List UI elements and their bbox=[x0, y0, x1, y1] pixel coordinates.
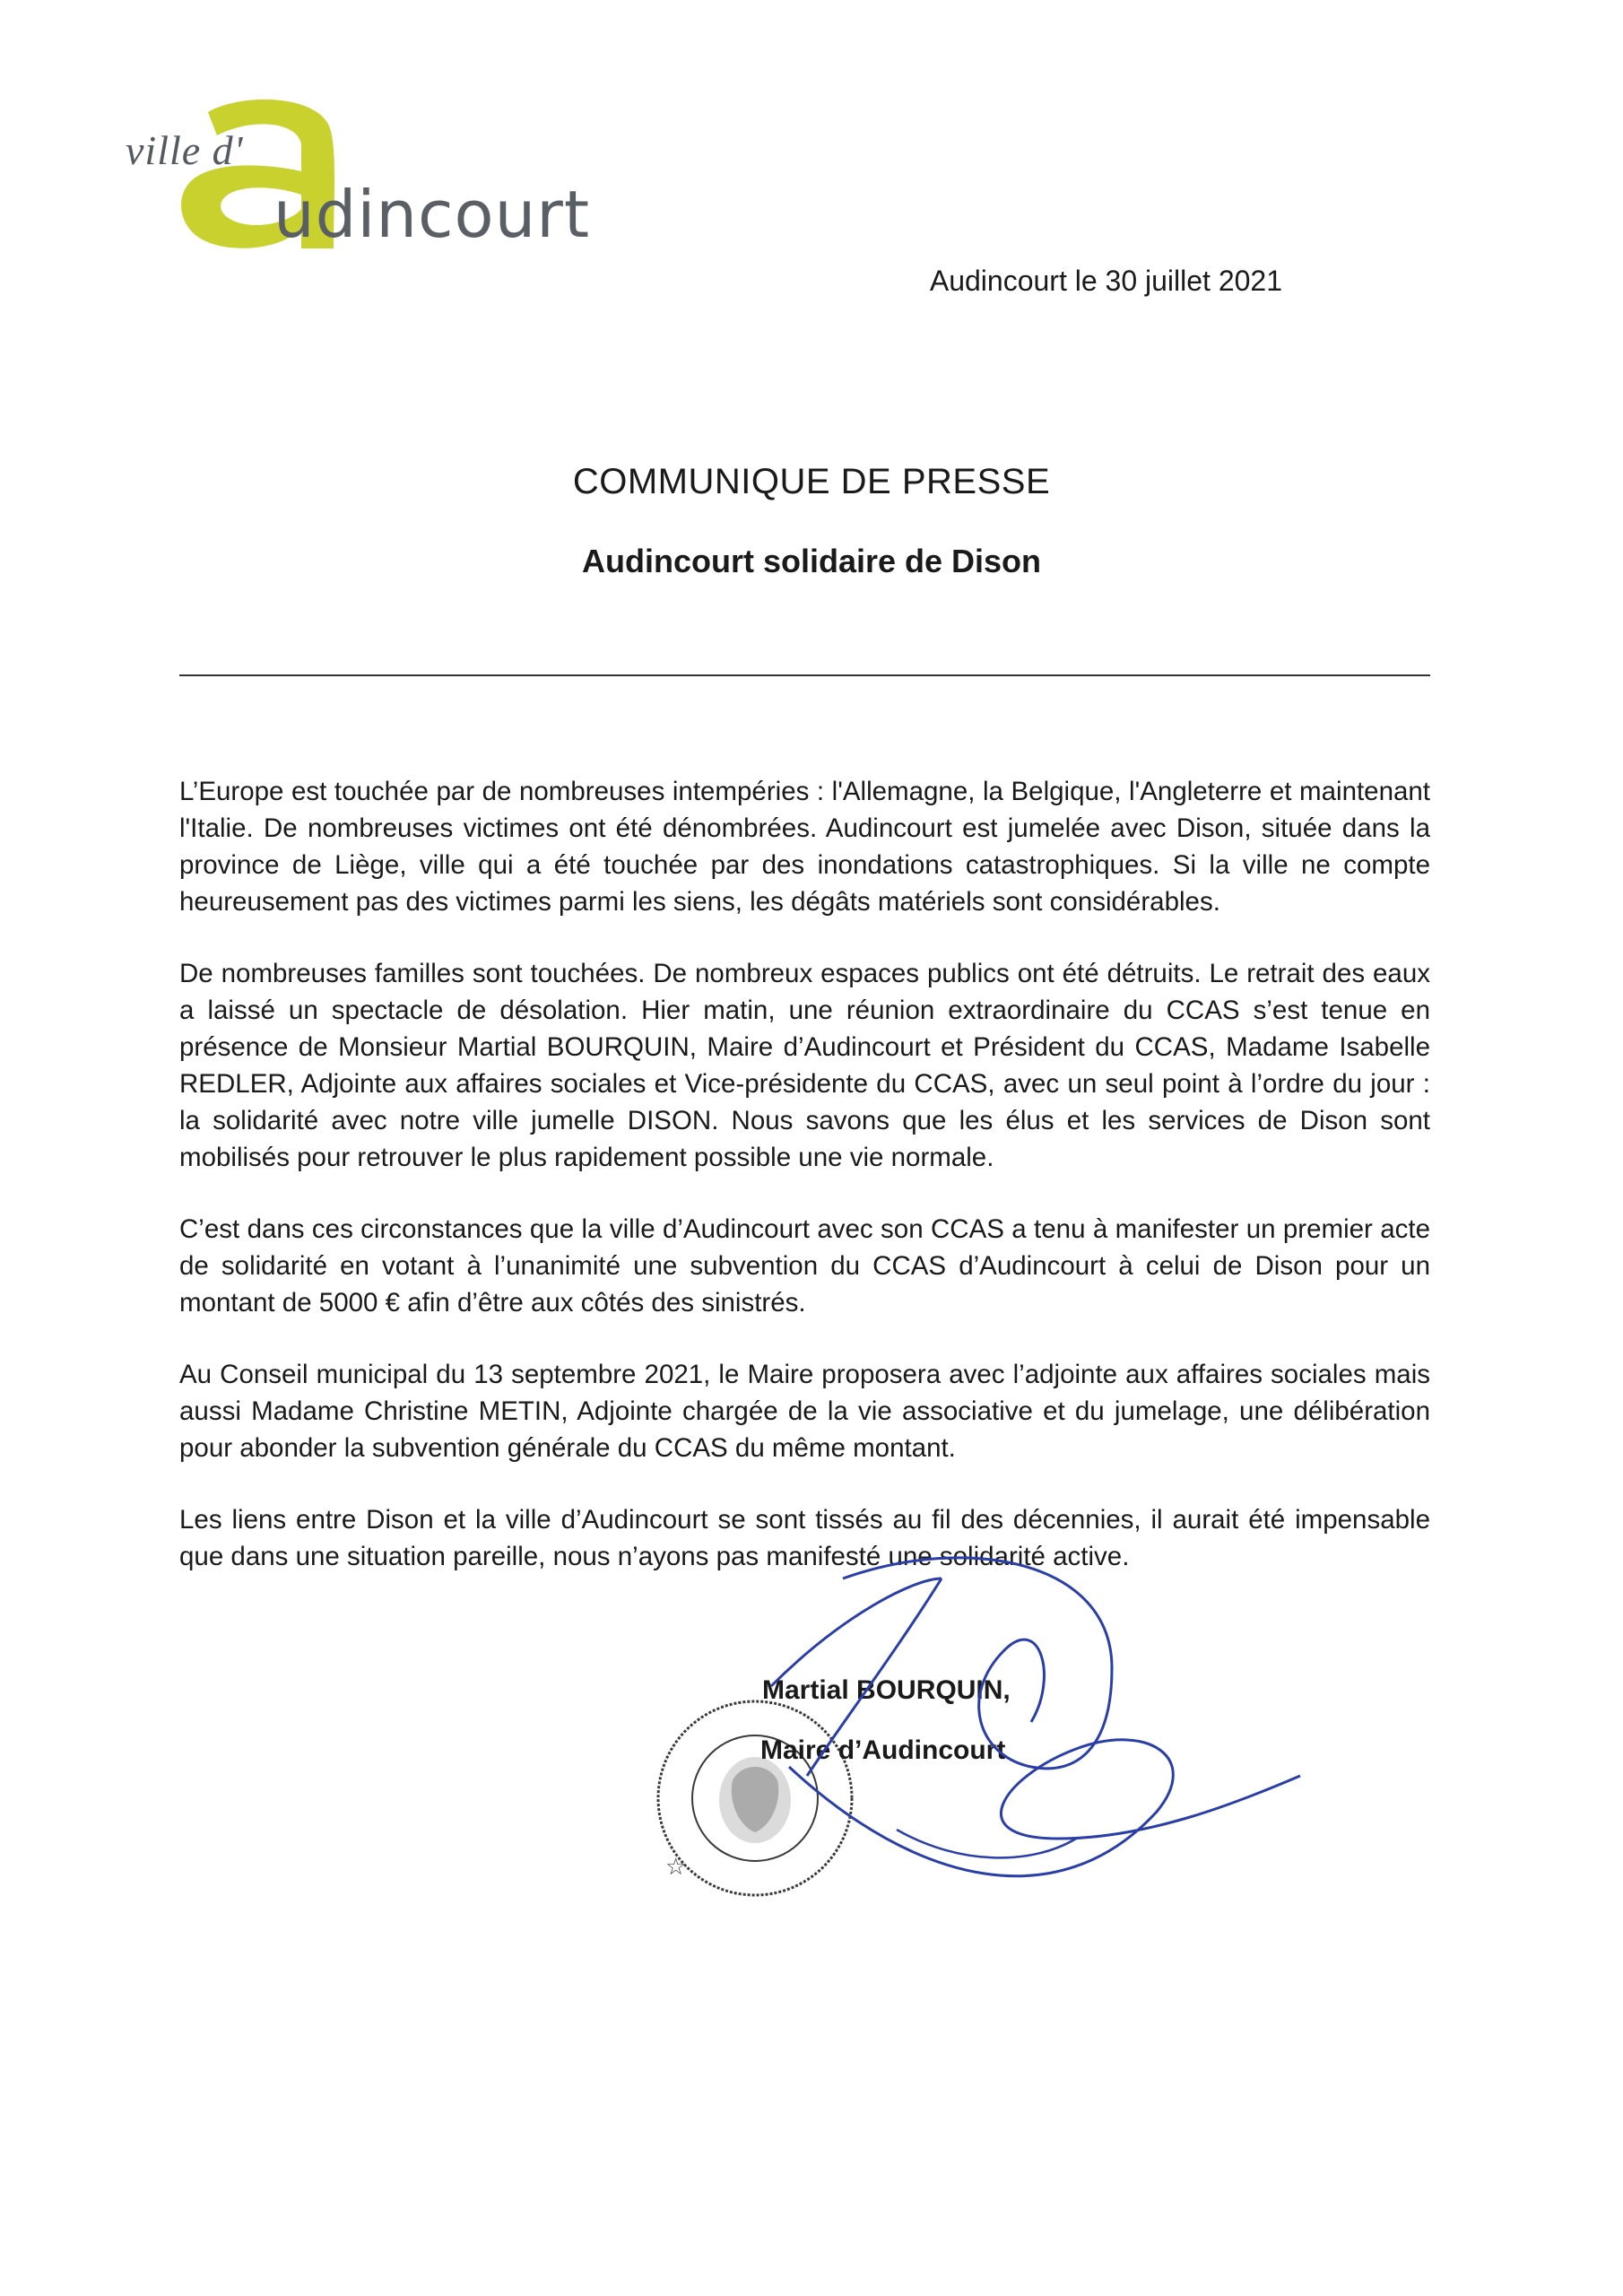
logo-prefix: ville d' bbox=[126, 127, 244, 173]
signatory-role: Maire d’Audincourt bbox=[760, 1735, 1006, 1765]
handwritten-signature-icon bbox=[735, 1543, 1309, 1937]
document-date: Audincourt le 30 juillet 2021 bbox=[929, 265, 1282, 297]
document-body bbox=[179, 773, 1430, 1610]
svg-text:☆: ☆ bbox=[665, 1854, 687, 1881]
body-paragraph: L’Europe est touchée par de nombreuses intempéries : l'Allemagne, la Belgique, l'Angleterre et maintenant l'Italie. De nombreuses victimes ont été dénombrées. Audincourt est jumelée avec Dison, située dans la province de Liège, ville qui a été touchée par des inondations catastrophiques. Si la ville ne compte heureusement pas des victimes parmi les siens, les dégâts matériels sont considérables. bbox=[179, 777, 1430, 917]
city-logo bbox=[126, 94, 592, 256]
document-title: COMMUNIQUE DE PRESSE bbox=[572, 462, 1051, 501]
document-subtitle: Audincourt solidaire de Dison bbox=[581, 543, 1042, 579]
body-paragraph: De nombreuses familles sont touchées. De nombreux espaces publics ont été détruits. Le retrait des eaux a laissé un spectacle de désolation. Hier matin, une réunion extraordinaire du CCAS s’est tenue en présence de Monsieur Martial BOURQUIN, Maire d’Audincourt et Président du CCAS, Madame Isabelle REDLER, Adjointe aux affaires sociales et Vice-présidente du CCAS, avec un seul point à l’ordre du jour : la solidarité avec notre ville jumelle DISON. Nous savons que les élus et les services de Dison sont mobilisés pour retrouver le plus rapidement possible une vie normale. bbox=[179, 959, 1430, 1172]
body-paragraph: Les liens entre Dison et la ville d’Audincourt se sont tissés au fil des décennies, il aurait été impensable que dans une situation pareille, nous n’ayons pas manifesté une solidarité active. bbox=[179, 1505, 1430, 1571]
logo-name: udincourt bbox=[273, 177, 591, 252]
body-paragraph: C’est dans ces circonstances que la ville d’Audincourt avec son CCAS a tenu à manifester un premier acte de solidarité en votant à l’unanimité une subvention du CCAS d’Audincourt à celui de Dison pour un montant de 5000 € afin d’être aux côtés des sinistrés. bbox=[179, 1214, 1430, 1318]
body-paragraph: Au Conseil municipal du 13 septembre 2021, le Maire proposera avec l’adjointe aux affaires sociales mais aussi Madame Christine METIN, Adjointe chargée de la vie associative et du jumelage, une délibération pour abonder la subvention générale du CCAS du même montant. bbox=[179, 1360, 1430, 1463]
title-divider bbox=[179, 674, 1430, 676]
signatory-name: Martial BOURQUIN, bbox=[762, 1675, 1011, 1705]
